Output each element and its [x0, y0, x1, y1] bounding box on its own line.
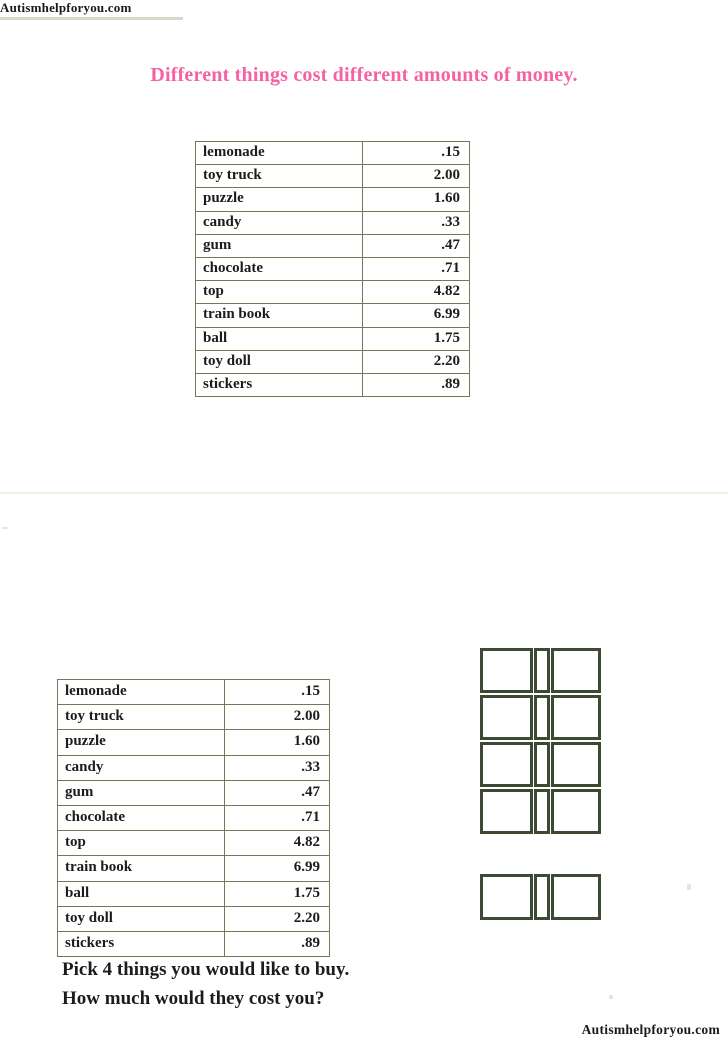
item-name: chocolate [58, 805, 225, 830]
item-name: puzzle [58, 730, 225, 755]
item-name: stickers [196, 373, 363, 396]
table-row [196, 165, 470, 188]
answer-box-decimal[interactable] [534, 742, 550, 787]
table-row [196, 304, 470, 327]
item-name: candy [58, 755, 225, 780]
item-name: top [58, 831, 225, 856]
table-row [196, 350, 470, 373]
item-cost: 1.75 [225, 881, 330, 906]
table-row [196, 327, 470, 350]
answer-box-row [480, 742, 601, 787]
price-table-bottom-body [58, 680, 330, 957]
price-table-bottom [57, 679, 330, 957]
answer-box-dollars[interactable] [480, 789, 533, 834]
item-cost: 1.60 [225, 730, 330, 755]
item-cost: 2.20 [225, 906, 330, 931]
item-name: toy truck [196, 165, 363, 188]
site-watermark-top: Autismhelpforyou.com [0, 0, 132, 15]
table-row [196, 373, 470, 396]
item-name: ball [58, 881, 225, 906]
table-row [58, 680, 330, 705]
item-name: lemonade [58, 680, 225, 705]
table-row [58, 856, 330, 881]
table-row [196, 234, 470, 257]
scan-speckle [2, 527, 8, 529]
scan-speckle [609, 995, 613, 999]
item-name: candy [196, 211, 363, 234]
page-fold-rule [0, 492, 728, 494]
item-name: chocolate [196, 257, 363, 280]
item-name: stickers [58, 931, 225, 956]
item-cost: 6.99 [363, 304, 470, 327]
watermark-top-rule [0, 17, 183, 20]
item-cost: .89 [225, 931, 330, 956]
item-name: toy doll [196, 350, 363, 373]
answer-box-cents[interactable] [551, 648, 601, 693]
price-table-top [195, 141, 470, 397]
item-cost: .33 [363, 211, 470, 234]
answer-box-decimal[interactable] [534, 648, 550, 693]
item-cost: .71 [363, 257, 470, 280]
table-row [58, 805, 330, 830]
answer-box-cents[interactable] [551, 742, 601, 787]
table-row [196, 211, 470, 234]
item-cost: .15 [225, 680, 330, 705]
answer-box-dollars[interactable] [480, 695, 533, 740]
total-box-decimal[interactable] [534, 874, 550, 920]
site-watermark-bottom: Autismhelpforyou.com [581, 1022, 720, 1037]
answer-box-cents[interactable] [551, 695, 601, 740]
item-name: train book [196, 304, 363, 327]
item-name: train book [58, 856, 225, 881]
item-name: lemonade [196, 142, 363, 165]
answer-box-row-total [480, 874, 601, 920]
price-table-top-body [196, 142, 470, 397]
item-name: top [196, 281, 363, 304]
item-cost: 2.00 [363, 165, 470, 188]
total-box-dollars[interactable] [480, 874, 533, 920]
item-cost: 1.75 [363, 327, 470, 350]
answer-box-decimal[interactable] [534, 695, 550, 740]
answer-box-decimal[interactable] [534, 789, 550, 834]
answer-box-row [480, 789, 601, 834]
answer-boxes-grid [480, 648, 601, 836]
table-row [196, 142, 470, 165]
table-row [58, 881, 330, 906]
answer-box-dollars[interactable] [480, 648, 533, 693]
table-row [196, 257, 470, 280]
table-row [58, 730, 330, 755]
item-cost: .47 [363, 234, 470, 257]
scan-speckle [687, 884, 691, 890]
answer-box-dollars[interactable] [480, 742, 533, 787]
table-row [196, 188, 470, 211]
item-cost: .89 [363, 373, 470, 396]
total-box-cents[interactable] [551, 874, 601, 920]
table-row [196, 281, 470, 304]
page-title: Different things cost different amounts of money. [150, 64, 578, 86]
table-row [58, 755, 330, 780]
item-cost: 2.00 [225, 705, 330, 730]
item-name: gum [196, 234, 363, 257]
item-name: toy truck [58, 705, 225, 730]
item-name: toy doll [58, 906, 225, 931]
answer-box-row [480, 695, 601, 740]
item-cost: .33 [225, 755, 330, 780]
answer-box-row [480, 648, 601, 693]
item-cost: 4.82 [363, 281, 470, 304]
item-cost: 1.60 [363, 188, 470, 211]
item-cost: 4.82 [225, 831, 330, 856]
item-cost: 6.99 [225, 856, 330, 881]
prompt-line-2: How much would they cost you? [62, 988, 325, 1009]
answer-box-cents[interactable] [551, 789, 601, 834]
item-cost: .71 [225, 805, 330, 830]
item-name: puzzle [196, 188, 363, 211]
item-cost: 2.20 [363, 350, 470, 373]
prompt-line-1: Pick 4 things you would like to buy. [62, 959, 350, 980]
item-cost: .47 [225, 780, 330, 805]
table-row [58, 780, 330, 805]
table-row [58, 906, 330, 931]
table-row [58, 931, 330, 956]
total-box-row [480, 874, 601, 922]
item-cost: .15 [363, 142, 470, 165]
table-row [58, 705, 330, 730]
item-name: gum [58, 780, 225, 805]
table-row [58, 831, 330, 856]
item-name: ball [196, 327, 363, 350]
